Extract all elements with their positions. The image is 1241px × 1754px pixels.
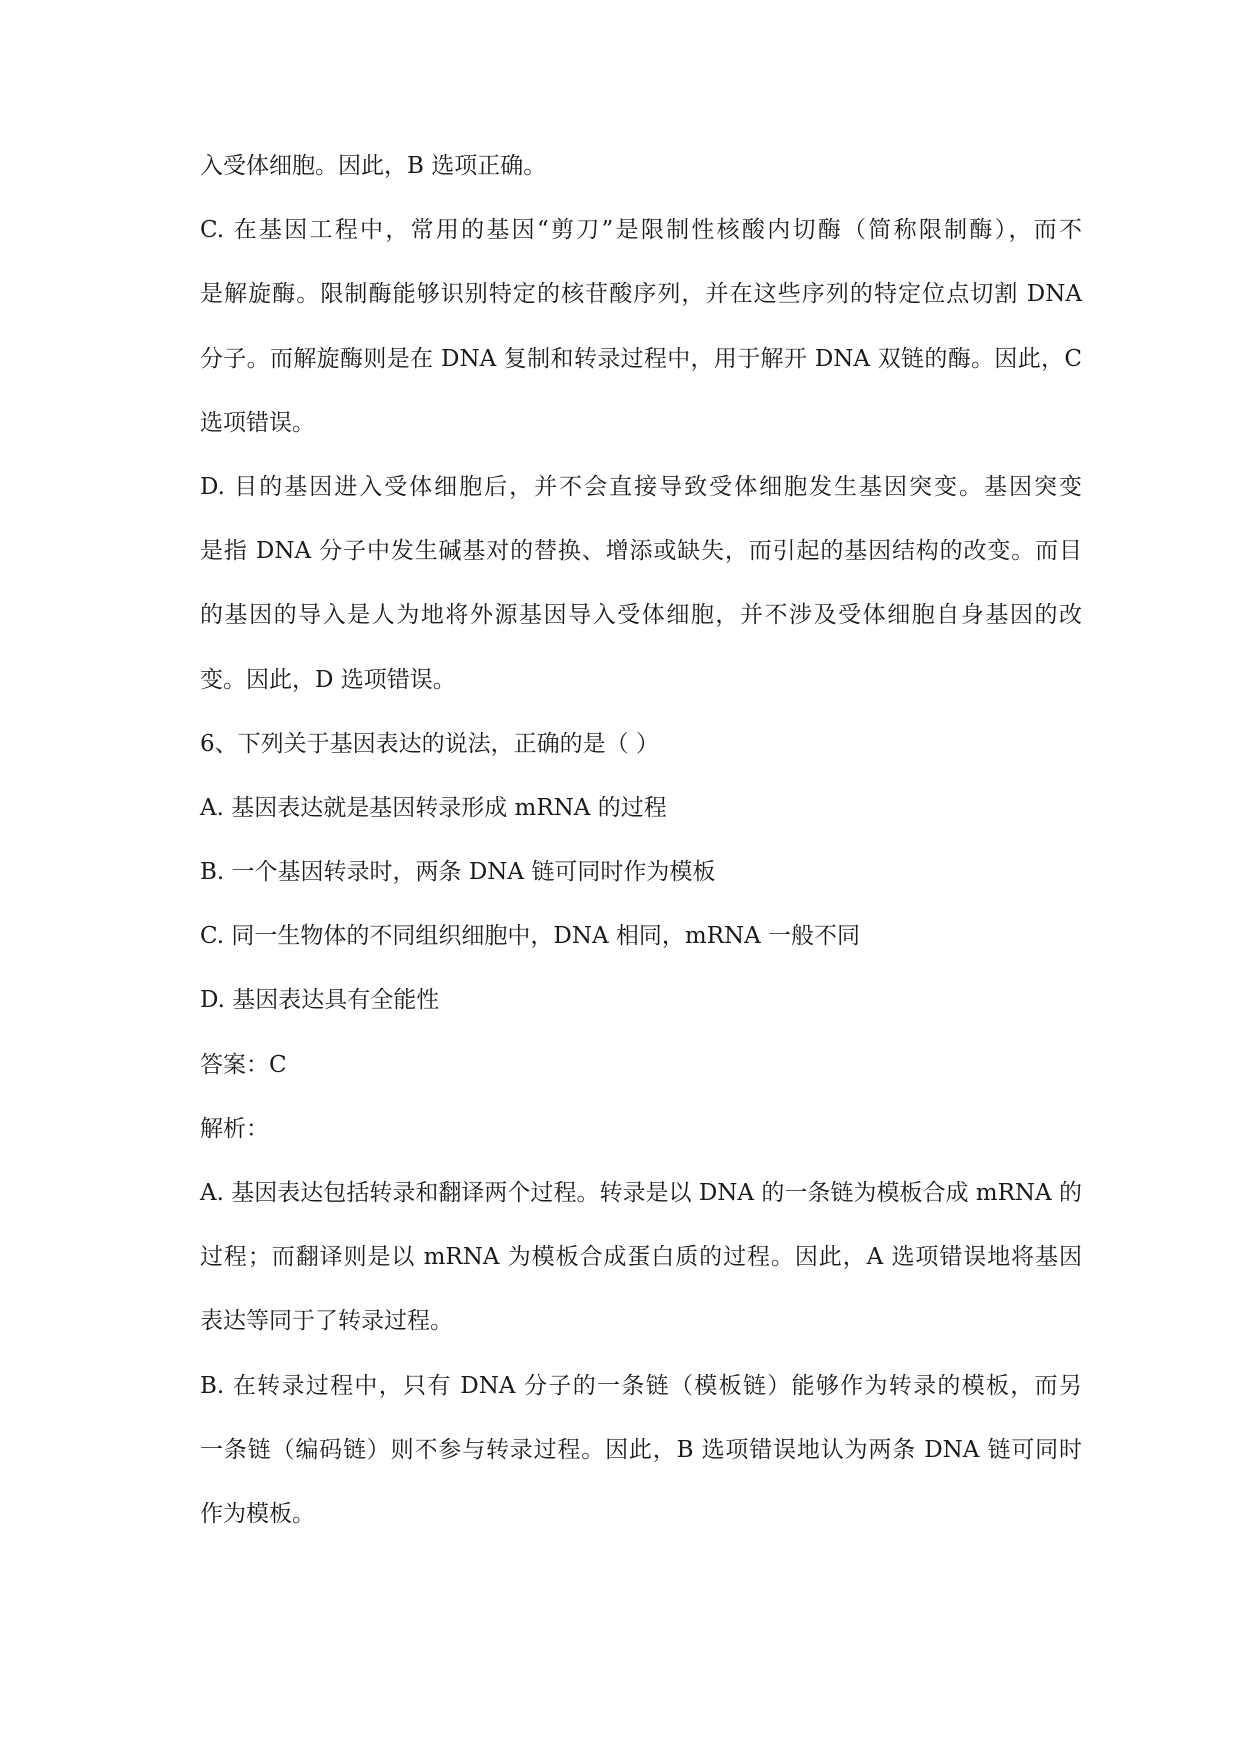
analysis-heading: 解析： (200, 1115, 269, 1142)
option-a: A. 基因表达就是基因转录形成 mRNA 的过程 (200, 794, 667, 821)
text-line: 选项错误。 (200, 409, 315, 436)
text-line: 入受体细胞。因此，B 选项正确。 (200, 153, 547, 179)
text-line: C. 在基因工程中，常用的基因“剪刀”是限制性核酸内切酶（简称限制酶），而不 (200, 217, 1082, 244)
text-line: 过程；而翻译则是以 mRNA 为模板合成蛋白质的过程。因此，A 选项错误地将基因 (200, 1244, 1082, 1271)
option-c: C. 同一生物体的不同组织细胞中，DNA 相同，mRNA 一般不同 (200, 923, 861, 950)
text-line: 一条链（编码链）则不参与转录过程。因此，B 选项错误地认为两条 DNA 链可同时 (200, 1436, 1082, 1463)
text-line: A. 基因表达包括转录和翻译两个过程。转录是以 DNA 的一条链为模板合成 mRNA 的 (200, 1180, 1082, 1206)
text-line: D. 目的基因进入受体细胞后，并不会直接导致受体细胞发生基因突变。基因突变 (200, 473, 1082, 500)
text-line: 是指 DNA 分子中发生碱基对的替换、增添或缺失，而引起的基因结构的改变。而目 (200, 538, 1082, 565)
text-line: 表达等同于了转录过程。 (200, 1308, 453, 1335)
text-line: 变。因此，D 选项错误。 (200, 666, 456, 693)
answer-line: 答案：C (200, 1051, 287, 1078)
text-line: 分子。而解旋酶则是在 DNA 复制和转录过程中，用于解开 DNA 双链的酶。因此，C (200, 345, 1082, 372)
question-stem: 6、下列关于基因表达的说法，正确的是（ ） (200, 730, 659, 757)
text-line: B. 在转录过程中，只有 DNA 分子的一条链（模板链）能够作为转录的模板，而另 (200, 1372, 1082, 1399)
text-line: 作为模板。 (200, 1500, 315, 1527)
text-line: 的基因的导入是人为地将外源基因导入受体细胞，并不涉及受体细胞自身基因的改 (200, 602, 1082, 629)
option-d: D. 基因表达具有全能性 (200, 987, 440, 1014)
option-b: B. 一个基因转录时，两条 DNA 链可同时作为模板 (200, 859, 716, 886)
document-body (200, 134, 1082, 1546)
text-line: 是解旋酶。限制酶能够识别特定的核苷酸序列，并在这些序列的特定位点切割 DNA (200, 281, 1082, 308)
